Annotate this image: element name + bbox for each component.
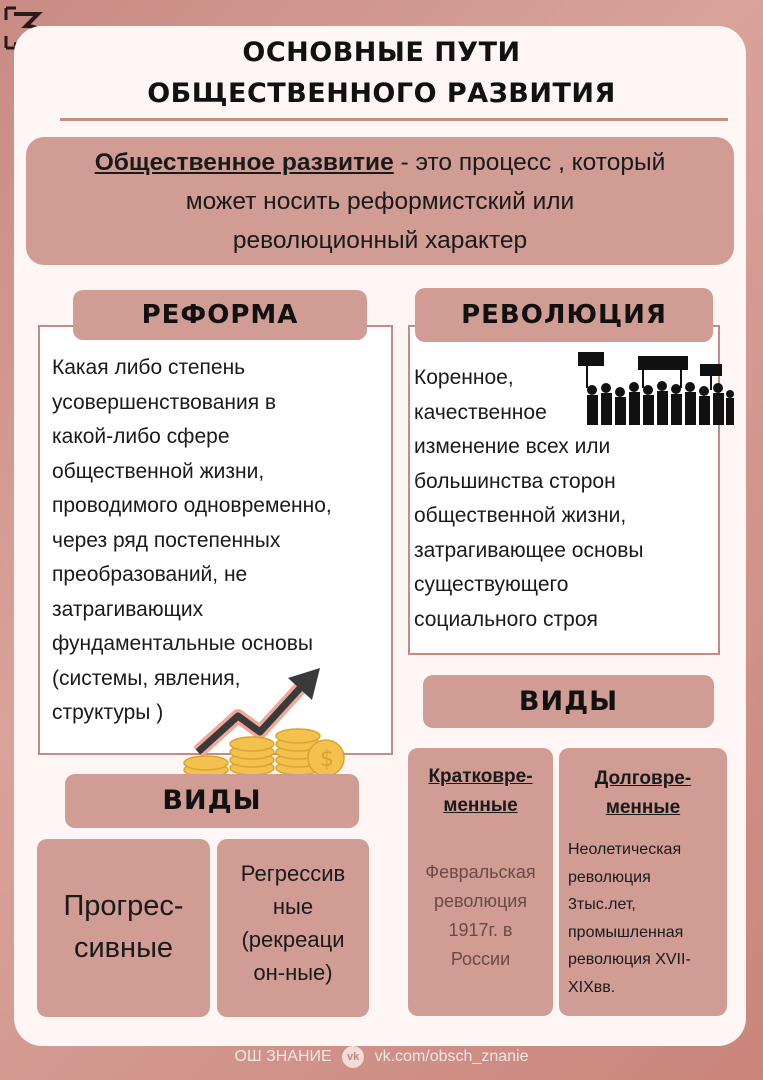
reform-kind-regressive: Регрессив ные (рекреаци он-ные) xyxy=(217,839,369,1017)
revolution-kind-short-term: Кратковре- менные Февральская революция 1917г. в России xyxy=(408,748,553,1016)
short-term-example: Февральская революция 1917г. в России xyxy=(425,862,536,969)
reform-kind-progressive: Прогрес- сивные xyxy=(37,839,210,1017)
title-divider xyxy=(60,118,728,121)
footer-brand: ОШ ЗНАНИЕ xyxy=(234,1048,332,1066)
revolution-heading: РЕВОЛЮЦИЯ xyxy=(415,288,713,342)
revolution-description: Коренное, качественное изменение всех или большинства сторон общественной жизни, затрагивающее основы существующего социального строя xyxy=(414,366,644,631)
revolution-kind-long-term: Долговре- менные Неолетическая революция 3тыс.лет, промышленная революция XVII- XIXвв. xyxy=(559,748,727,1016)
footer-link[interactable]: vk.com/obsch_znanie xyxy=(374,1048,529,1066)
definition-line-2: может носить реформистский или xyxy=(185,188,575,215)
long-term-example: Неолетическая революция 3тыс.лет, промышленная революция XVII- XIXвв. xyxy=(568,841,691,996)
protest-crowd-icon xyxy=(576,350,736,430)
footer xyxy=(0,1046,763,1068)
reform-heading: РЕФОРМА xyxy=(73,290,367,340)
revolution-kinds-heading: ВИДЫ xyxy=(423,675,714,728)
definition-line-1: Общественное развитие - это процесс , который xyxy=(94,149,666,176)
definition-line-3: революционный характер xyxy=(232,227,528,254)
svg-text:$: $ xyxy=(320,747,334,772)
reform-description: Какая либо степень усовершенствования в какой-либо сфере общественной жизни, проводимого одновременно, через ряд постепенных преобразований, не затрагивающих фундаментальные основы (системы, явления, структуры ) xyxy=(52,356,332,724)
definition-box xyxy=(26,137,734,265)
reform-kinds-heading: ВИДЫ xyxy=(65,774,359,828)
page-title: ОСНОВНЫЕ ПУТИ ОБЩЕСТВЕННОГО РАЗВИТИЯ xyxy=(147,37,616,109)
vk-icon: vk xyxy=(342,1046,364,1068)
coins-growth-arrow-icon xyxy=(180,660,360,780)
definition-term: Общественное развитие xyxy=(94,149,394,176)
